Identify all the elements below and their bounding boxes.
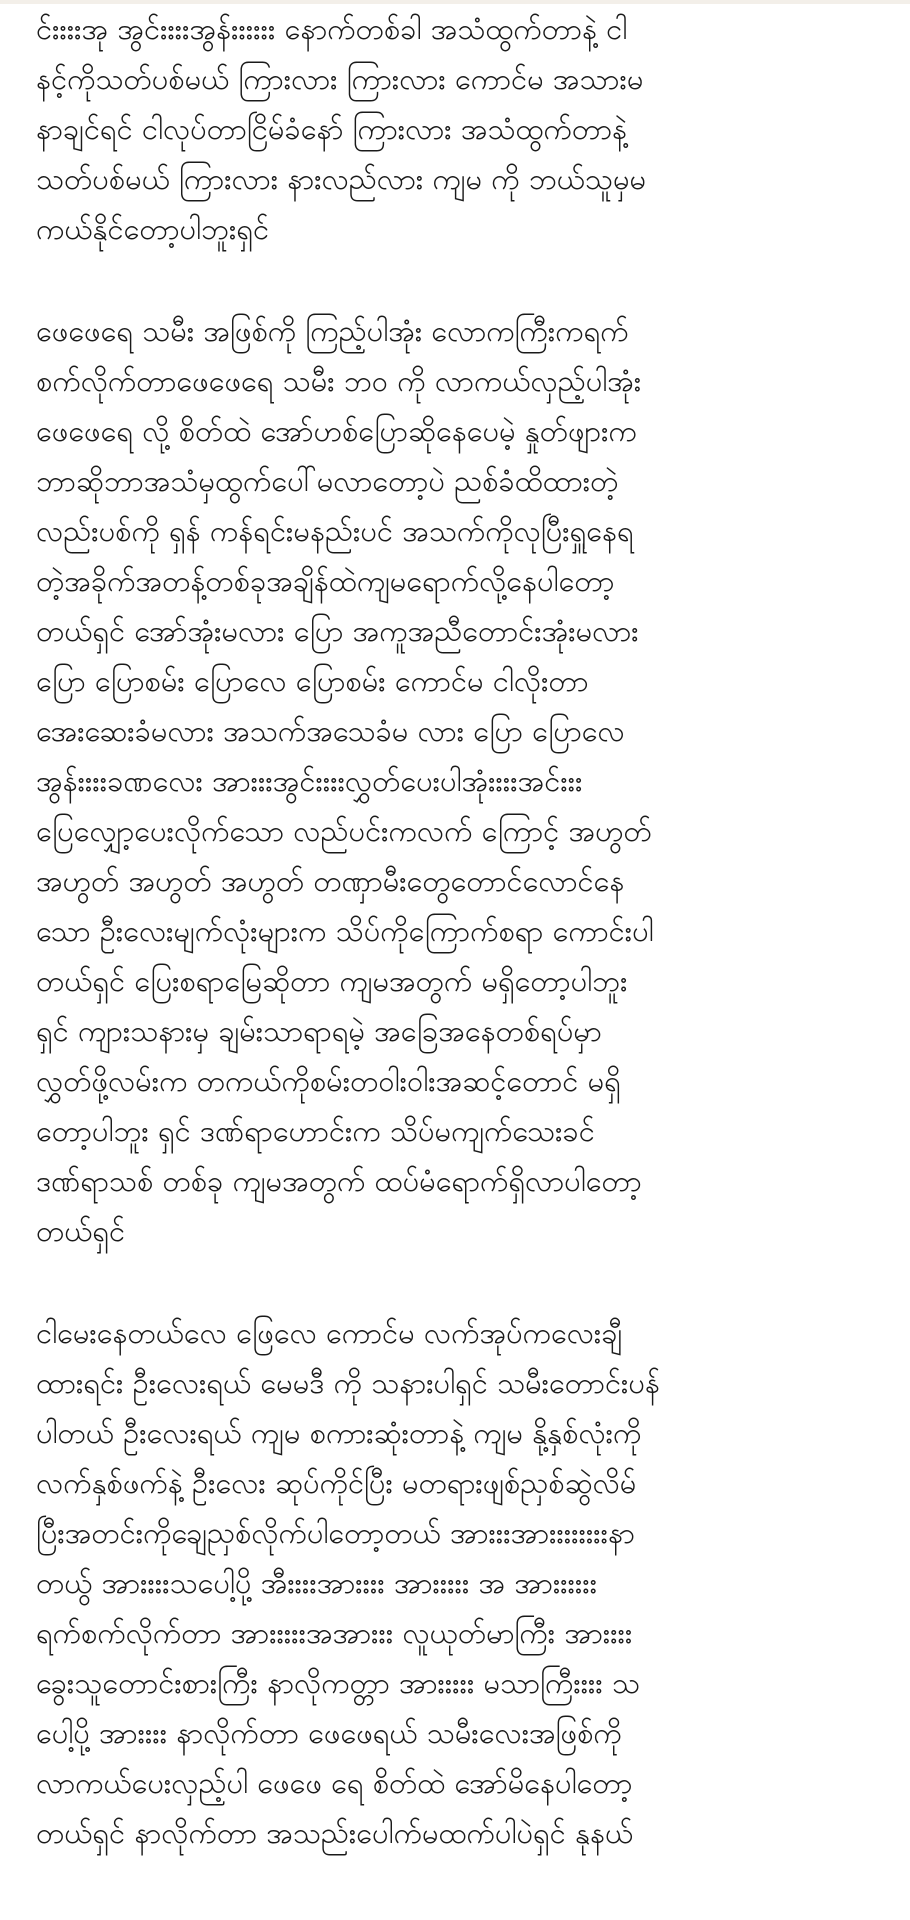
- text-line: ထားရင်း ဦးလေးရယ် မေမဒီ ကို သနားပါရှင် သမီးတောင်းပန်: [36, 1366, 660, 1400]
- text-line: ပေါ့ပို့ အားးးး နာလိုက်တာ ဖေဖေရယ် သမီးလေးအဖြစ်ကို: [36, 1716, 622, 1750]
- text-line: အွန်းးးးခဏလေး အားးးအွင်းးးးလွှတ်ပေးပါအုံးးးးအင်းးး: [36, 764, 583, 798]
- text-line: အဟွတ် အဟွတ် အဟွတ် တဏှာမီးတွေတောင်လောင်နေ: [36, 864, 625, 898]
- paragraph-spacer: [36, 254, 874, 306]
- text-line: ရက်စက်လိုက်တာ အားးးးးအအားးး လူယုတ်မာကြီး အားးးး: [36, 1616, 633, 1650]
- paragraph-2: [36, 306, 874, 1256]
- text-line: တော့ပါဘူး ရှင် ဒဏ်ရာဟောင်းက သိပ်မကျက်သေးခင်: [36, 1114, 595, 1148]
- text-line: လာကယ်ပေးလှည့်ပါ ဖေဖေ ရေ စိတ်ထဲ အော်မိနေပါတော့: [36, 1766, 633, 1800]
- text-line: တယ်ွ အားးးးသပေါ့ပို့ အီးးးးအားးးး အားးးးး အ အားးးးးး: [36, 1566, 598, 1600]
- text-line: ရှင် ကျားသနားမှ ချမ်းသာရာရမဲ့ အခြေအနေတစ်ရပ်မှာ: [36, 1014, 602, 1048]
- text-line: ဒဏ်ရာသစ် တစ်ခု ကျမအတွက် ထပ်မံရောက်ရှိလာပါတော့: [36, 1164, 642, 1198]
- text-line: ငါမေးနေတယ်လေ ဖြေလေ ကောင်မ လက်အုပ်ကလေးချီ: [36, 1316, 623, 1350]
- text-line: နာချင်ရင် ငါလုပ်တာငြိမ်ခံနော် ကြားလား အသံထွက်တာနဲ့: [36, 112, 628, 146]
- text-line: တယ်ရှင်: [36, 1214, 126, 1248]
- text-line: တဲ့အခိုက်အတန့်တစ်ခုအချိန်ထဲကျမရောက်လို့နေပါတော့: [36, 564, 615, 598]
- text-line: ပြော ပြောစမ်း ပြောလေ ပြောစမ်း ကောင်မ ငါလိုးတာ: [36, 664, 589, 698]
- text-line: အေးဆေးခံမလား အသက်အသေခံမ လား ပြော ပြောလေ: [36, 714, 625, 748]
- paragraph-3: [36, 1308, 874, 1858]
- text-line: ပြီးအတင်းကိုချေညှစ်လိုက်ပါတော့တယ် အားးးအားးးးးးးးနာ: [36, 1516, 635, 1550]
- text-line: ဖေဖေရေ သမီး အဖြစ်ကို ကြည့်ပါအုံး လောကကြီးကရက်: [36, 314, 629, 348]
- text-line: ခွေးသူတောင်းစားကြီး နာလိုကတ္တာ အားးးးး မသာကြီးးးး သ: [36, 1666, 641, 1700]
- text-line: ဘာဆိုဘာအသံမှထွက်ပေါ်မလာတော့ပဲ ညစ်ခံထိထားတဲ့: [36, 464, 619, 498]
- paragraph-spacer: [36, 1256, 874, 1308]
- text-line: င်းးးးအု အွင်းးးးအွန်းးးးးး နောက်တစ်ခါ အသံထွက်တာနဲ့ ငါ: [36, 12, 628, 46]
- text-line: လည်းပစ်ကို ရှန် ကန်ရင်းမနည်းပင် အသက်ကိုလုပြီးရှူနေရ: [36, 514, 634, 548]
- text-line: သတ်ပစ်မယ် ကြားလား နားလည်လား ကျမ ကို ဘယ်သူမှမ: [36, 162, 647, 196]
- text-line: ကယ်နိုင်တော့ပါဘူးရှင်: [36, 212, 270, 246]
- text-line: နင့်ကိုသတ်ပစ်မယ် ကြားလား ကြားလား ကောင်မ အသားမ: [36, 62, 644, 96]
- text-line: လက်နှစ်ဖက်နဲ့ ဦးလေး ဆုပ်ကိုင်ပြီး မတရားဖျစ်ညှစ်ဆွဲလိမ်: [36, 1466, 637, 1500]
- text-line: စက်လိုက်တာဖေဖေရေ သမီး ဘဝ ကို လာကယ်လှည့်ပါအုံး: [36, 364, 642, 398]
- text-line: တယ်ရှင် ပြေးစရာမြေဆိုတာ ကျမအတွက် မရှိတော့ပါဘူး: [36, 964, 628, 998]
- text-line: ပါတယ် ဦးလေးရယ် ကျမ စကားဆုံးတာနဲ့ ကျမ နို့နှစ်လုံးကို: [36, 1416, 642, 1450]
- text-line: ဖေဖေရေ လို့ စိတ်ထဲ အော်ဟစ်ပြောဆိုနေပေမဲ့ နှုတ်ဖျားက: [36, 414, 637, 448]
- text-line: သော ဦးလေးမျက်လုံးများက သိပ်ကိုကြောက်စရာ ကောင်းပါ: [36, 914, 654, 948]
- text-line: တယ်ရှင် နာလိုက်တာ အသည်းပေါက်မထက်ပါပဲရှင် နုနယ်: [36, 1816, 634, 1850]
- text-line: လွှတ်ဖို့လမ်းက တကယ်ကိုစမ်းတဝါးဝါးအဆင့်တောင် မရှိ: [36, 1064, 621, 1098]
- paragraph-1: [36, 4, 874, 254]
- text-line: တယ်ရှင် အော်အုံးမလား ပြော အကူအညီတောင်းအုံးမလား: [36, 614, 639, 648]
- text-line: ပြေလျှော့ပေးလိုက်သော လည်ပင်းကလက် ကြောင့် အဟွတ်: [36, 814, 652, 848]
